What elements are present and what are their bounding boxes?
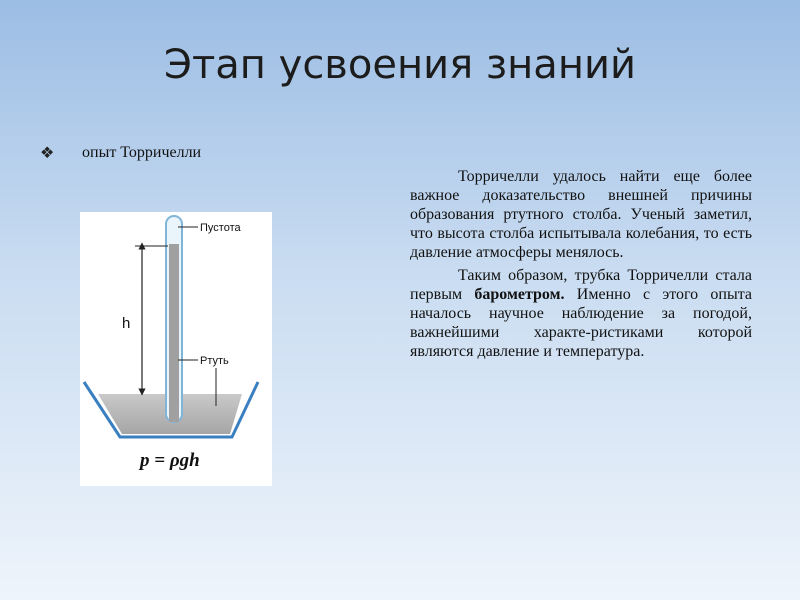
bullet-item	[40, 143, 201, 163]
diamond-cluster-icon: ❖	[40, 145, 55, 162]
body-text	[410, 167, 752, 365]
slide-title: Этап усвоения знаний	[164, 42, 636, 88]
torricelli-diagram	[80, 212, 272, 486]
torricelli-diagram-svg	[80, 212, 272, 486]
formula: p = ρgh	[140, 450, 200, 471]
label-vacuum: Пустота	[200, 222, 241, 234]
barometer-term: барометром.	[474, 286, 565, 303]
paragraph-1: Торричелли удалось найти еще более важное доказательство внешней причины образования ртутного столба. Ученый заметил, что высота столба испытывала колебания, то есть давление атмосферы менялось.	[410, 168, 752, 261]
paragraph-2-end: Именно с этого опыта началось научное наблюдение за погодой, важнейшими характе-ристиками которой являются давление и температура.	[410, 286, 753, 360]
label-mercury: Ртуть	[200, 355, 229, 367]
mercury-column	[169, 244, 179, 422]
paragraph-2-start: Таким образом, трубка Торричелли стала первым	[410, 267, 752, 303]
label-height: h	[122, 315, 131, 332]
paragraph-2	[410, 266, 752, 361]
bullet-text: опыт Торричелли	[82, 144, 202, 161]
